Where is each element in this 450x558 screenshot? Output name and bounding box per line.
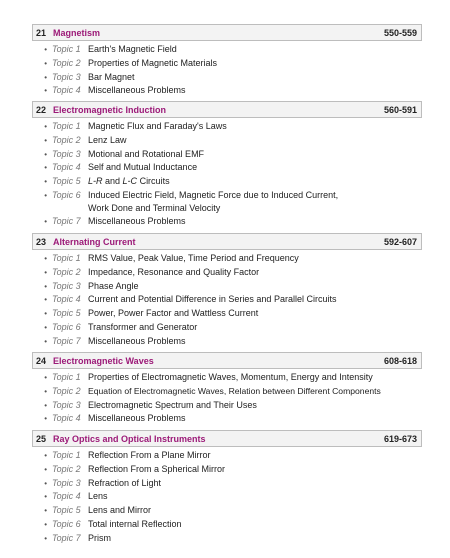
- chapter-page-range: 608-618: [383, 355, 417, 366]
- chapter-number: 22: [36, 104, 47, 115]
- topic-title-text: Circuits: [137, 176, 170, 187]
- bullet-icon: •: [44, 254, 47, 263]
- topic-title: Transformer and Generator: [88, 321, 198, 332]
- topic-item: [32, 280, 422, 294]
- topic-label: Topic 7: [52, 335, 81, 346]
- chapter-title: Alternating Current: [53, 236, 136, 247]
- chapter-22-section: [32, 101, 422, 229]
- topic-label: Topic 1: [52, 253, 81, 263]
- bullet-icon: •: [44, 519, 47, 529]
- bullet-icon: •: [44, 177, 47, 187]
- topic-title: Motional and Rotational EMF: [88, 148, 205, 159]
- chapter-page-range: 592-607: [383, 236, 417, 247]
- bullet-icon: •: [44, 414, 47, 424]
- chapter-number: 21: [36, 27, 47, 38]
- topic-item: [32, 43, 422, 57]
- bullet-icon: •: [44, 45, 47, 54]
- topic-label: Topic 1: [52, 372, 81, 382]
- topic-label: Topic 2: [52, 385, 81, 396]
- topic-list: [32, 252, 422, 349]
- topic-title: Reflection From a Plane Mirror: [88, 450, 211, 460]
- topic-label: Topic 6: [52, 321, 81, 332]
- bullet-icon: •: [44, 149, 47, 159]
- topic-item: [32, 215, 422, 229]
- topic-label: Topic 4: [52, 162, 81, 173]
- topic-item: [32, 266, 422, 280]
- topic-title: Reflection From a Spherical Mirror: [88, 463, 226, 474]
- bullet-icon: •: [44, 322, 47, 332]
- bullet-icon: •: [44, 464, 47, 474]
- topic-title: Prism: [88, 532, 111, 543]
- topic-item: [32, 385, 422, 399]
- chapter-number: 24: [36, 355, 47, 366]
- topic-item: [32, 412, 422, 426]
- topic-list: [32, 120, 422, 229]
- topic-title: Lens and Mirror: [88, 505, 152, 516]
- chapter-header: [32, 352, 422, 369]
- chapter-page-range: 619-673: [383, 433, 417, 444]
- topic-label: Topic 4: [52, 491, 81, 502]
- topic-label: Topic 4: [52, 413, 81, 424]
- bullet-icon: •: [44, 386, 47, 396]
- bullet-icon: •: [44, 163, 47, 173]
- chapter-header: [32, 233, 422, 250]
- topic-title: Impedance, Resonance and Quality Factor: [88, 266, 260, 277]
- topic-list: [32, 43, 422, 98]
- topic-title: Properties of Magnetic Materials: [88, 57, 218, 68]
- chapter-title: Ray Optics and Optical Instruments: [53, 433, 206, 444]
- topic-label: Topic 6: [52, 518, 81, 529]
- chapter-21-section: [32, 24, 422, 98]
- topic-item: [32, 293, 422, 307]
- chapter-page-range: 560-591: [383, 104, 417, 115]
- chapter-header: [32, 24, 422, 41]
- topic-title: Earth's Magnetic Field: [88, 44, 177, 54]
- topic-item: [32, 518, 422, 532]
- topic-label: Topic 2: [52, 463, 81, 474]
- topic-label: Topic 1: [52, 44, 81, 54]
- topic-label: Topic 7: [52, 215, 81, 226]
- chapter-header: [32, 430, 422, 447]
- topic-title: Miscellaneous Problems: [88, 215, 186, 226]
- topic-label: Topic 3: [52, 399, 81, 410]
- bullet-icon: •: [44, 295, 47, 305]
- chapter-23-section: [32, 233, 422, 349]
- topic-title: Refraction of Light: [88, 477, 162, 488]
- topic-item: [32, 321, 422, 335]
- topic-item: [32, 335, 422, 349]
- topic-label: Topic 2: [52, 266, 81, 277]
- bullet-icon: •: [44, 281, 47, 291]
- topic-list: [32, 371, 422, 426]
- topic-title: Self and Mutual Inductance: [88, 162, 198, 173]
- topic-label: Topic 4: [52, 85, 81, 96]
- topic-label: Topic 2: [52, 57, 81, 68]
- topic-title: Current and Potential Difference in Series and Parallel Circuits: [88, 294, 337, 305]
- chapter-number: 25: [36, 433, 47, 444]
- topic-title: Miscellaneous Problems: [88, 335, 186, 346]
- bullet-icon: •: [44, 533, 47, 543]
- topic-title: Lenz Law: [88, 134, 127, 145]
- chapter-header: [32, 101, 422, 118]
- topic-label: Topic 5: [52, 308, 81, 319]
- bullet-icon: •: [44, 506, 47, 516]
- topic-title: Bar Magnet: [88, 71, 135, 82]
- bullet-icon: •: [44, 400, 47, 410]
- bullet-icon: •: [44, 267, 47, 277]
- bullet-icon: •: [44, 190, 47, 200]
- topic-title: Power, Power Factor and Wattless Current: [88, 308, 259, 319]
- topic-label: Topic 3: [52, 280, 81, 291]
- topic-item: [32, 161, 422, 175]
- topic-item: [32, 399, 422, 413]
- topic-item: [32, 189, 422, 215]
- topic-label: Topic 5: [52, 176, 81, 187]
- chapter-number: 23: [36, 236, 47, 247]
- bullet-icon: •: [44, 72, 47, 82]
- topic-item: [32, 532, 422, 546]
- topic-title-italic: L-C: [122, 176, 138, 187]
- topic-item: [32, 120, 422, 134]
- bullet-icon: •: [44, 216, 47, 226]
- chapter-title: Electromagnetic Waves: [53, 355, 154, 366]
- topic-item: [32, 307, 422, 321]
- topic-title: Total internal Reflection: [88, 518, 182, 529]
- topic-label: Topic 4: [52, 294, 81, 305]
- topic-title: Electromagnetic Spectrum and Their Uses: [88, 399, 257, 410]
- bullet-icon: •: [44, 58, 47, 68]
- topic-item: [32, 57, 422, 71]
- chapter-title: Electromagnetic Induction: [53, 104, 167, 115]
- topic-item: [32, 477, 422, 491]
- topic-label: Topic 7: [52, 532, 81, 543]
- bullet-icon: •: [44, 492, 47, 502]
- topic-title: Induced Electric Field, Magnetic Force due to Induced Current, Work Done and Terminal Velocity: [88, 189, 339, 213]
- topic-item: [32, 84, 422, 98]
- topic-item: [32, 449, 422, 463]
- bullet-icon: •: [44, 86, 47, 96]
- topic-item: [32, 463, 422, 477]
- topic-title: Miscellaneous Problems: [88, 413, 186, 424]
- chapter-page-range: 550-559: [383, 27, 417, 38]
- chapter-25-section: [32, 430, 422, 546]
- topic-item: [32, 371, 422, 385]
- topic-title: Equation of Electromagnetic Waves, Relation between Different Components: [88, 385, 381, 396]
- topic-item: [32, 175, 422, 189]
- topic-item: [32, 134, 422, 148]
- topic-label: Topic 5: [52, 505, 81, 516]
- topic-item: [32, 504, 422, 518]
- topic-title-text: and: [102, 176, 123, 187]
- chapter-24-section: [32, 352, 422, 426]
- bullet-icon: •: [44, 309, 47, 319]
- bullet-icon: •: [44, 122, 47, 131]
- bullet-icon: •: [44, 373, 47, 382]
- topic-title: Miscellaneous Problems: [88, 85, 186, 96]
- bullet-icon: •: [44, 451, 47, 460]
- topic-item: [32, 148, 422, 162]
- topic-title-italic: L-R: [88, 176, 103, 187]
- topic-label: Topic 2: [52, 134, 81, 145]
- topic-label: Topic 6: [52, 189, 81, 200]
- topic-label: Topic 3: [52, 71, 81, 82]
- topic-label: Topic 3: [52, 477, 81, 488]
- topic-title: Phase Angle: [88, 280, 139, 291]
- bullet-icon: •: [44, 336, 47, 346]
- topic-item: [32, 252, 422, 266]
- topic-label: Topic 1: [52, 450, 81, 460]
- topic-title: Properties of Electromagnetic Waves, Momentum, Energy and Intensity: [88, 372, 373, 382]
- bullet-icon: •: [44, 478, 47, 488]
- topic-title: RMS Value, Peak Value, Time Period and Frequency: [88, 253, 299, 263]
- bullet-icon: •: [44, 135, 47, 145]
- topic-title: [88, 175, 358, 188]
- topic-label: Topic 3: [52, 148, 81, 159]
- chapter-title: Magnetism: [53, 27, 101, 38]
- topic-label: Topic 1: [52, 121, 81, 131]
- topic-item: [32, 490, 422, 504]
- topic-title: Magnetic Flux and Faraday's Laws: [88, 121, 227, 131]
- topic-title: Lens: [88, 491, 108, 502]
- topic-list: [32, 449, 422, 546]
- topic-item: [32, 71, 422, 85]
